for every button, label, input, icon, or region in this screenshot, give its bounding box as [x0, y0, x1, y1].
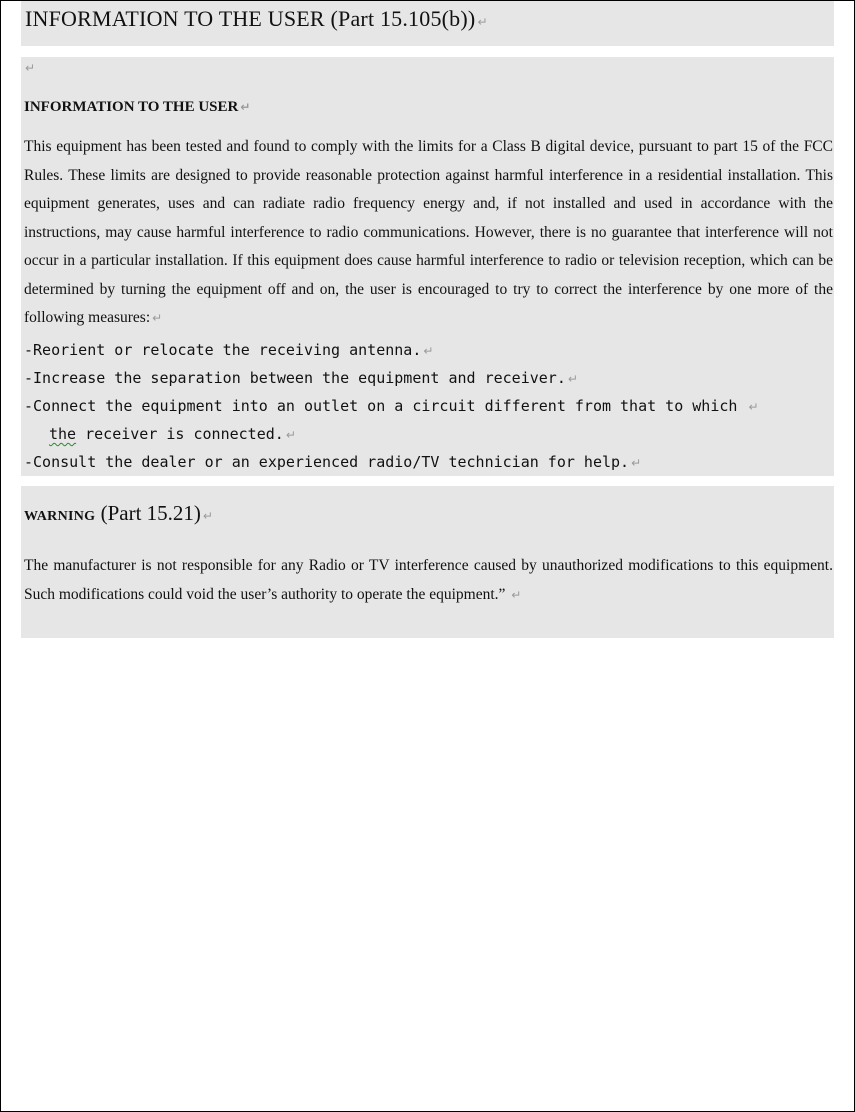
information-paragraph-text: This equipment has been tested and found to comply with the limits for a Class B digital device, pursuant to part 15 of the FCC Rules. These limits are designed to provide reasonable protection against harmful interference in a residential installation. This equipment generates, uses and can radiate radio frequency energy and, if not installed and used in accordance with the instructions, may cause harmful interference to radio communications. However, there is no guarantee that interference will not occur in a particular installation. If this equipment does cause harmful interference to radio or television reception, which can be determined by turning the equipment off and on, the user is encouraged to try to correct the interference by one more of the following measures: — [24, 138, 833, 326]
paragraph-mark-icon: ↵ — [240, 100, 251, 114]
spellcheck-flagged-word[interactable]: the — [49, 425, 77, 443]
paragraph-mark-icon: ↵ — [202, 509, 213, 523]
paragraph-mark-icon: ↵ — [285, 428, 296, 442]
measure-item — [24, 397, 759, 415]
measure-item — [24, 453, 641, 471]
measure-text: -Increase the separation between the equipment and receiver. — [24, 369, 566, 387]
measure-text: -Reorient or relocate the receiving antenna. — [24, 341, 422, 359]
paragraph-mark-icon: ↵ — [152, 311, 163, 325]
warning-paragraph — [24, 552, 833, 609]
paragraph-mark-icon: ↵ — [567, 372, 578, 386]
measure-text: -Consult the dealer or an experienced radio/TV technician for help. — [24, 453, 630, 471]
paragraph-mark-icon: ↵ — [748, 400, 759, 414]
page-title — [25, 6, 488, 32]
information-paragraph — [24, 133, 833, 333]
paragraph-mark-icon: ↵ — [477, 15, 488, 29]
warning-part-reference: (Part 15.21) — [95, 501, 201, 525]
measure-item — [24, 341, 433, 359]
section-heading — [24, 99, 250, 116]
page-title-text: INFORMATION TO THE USER (Part 15.105(b)) — [25, 6, 476, 31]
measure-text: -Connect the equipment into an outlet on a circuit different from that to which — [24, 397, 747, 415]
measure-item — [24, 369, 578, 387]
warning-paragraph-text: The manufacturer is not responsible for any Radio or TV interference caused by unauthorized modifications to this equipment. Such modifications could void the user’s authority to operate the equipment.” — [24, 557, 833, 603]
measure-item-continuation — [49, 425, 296, 443]
warning-label: WARNING — [24, 509, 96, 524]
paragraph-mark-icon: ↵ — [511, 587, 522, 602]
warning-heading — [24, 501, 213, 526]
section-heading-text: INFORMATION TO THE USER — [24, 99, 239, 115]
measure-text: receiver is connected. — [76, 425, 284, 443]
paragraph-mark-icon: ↵ — [25, 61, 36, 75]
paragraph-mark-icon: ↵ — [631, 456, 642, 470]
paragraph-mark-icon: ↵ — [423, 344, 434, 358]
